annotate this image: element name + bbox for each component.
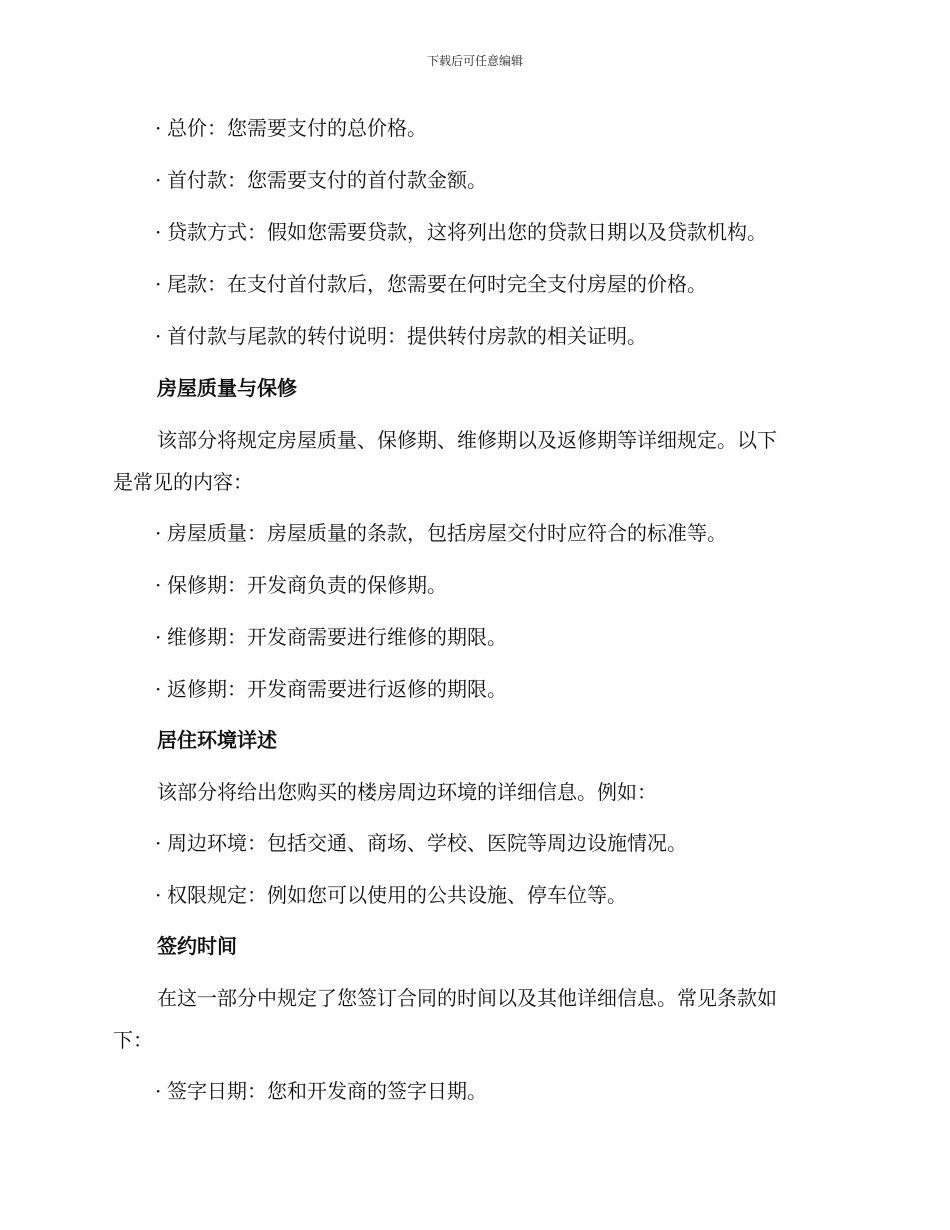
list-item	[155, 322, 647, 350]
bullet-icon: ·	[155, 1079, 162, 1103]
list-item	[155, 881, 627, 909]
paragraph-line: 该部分将规定房屋质量、保修期、维修期以及返修期等详细规定。以下	[157, 428, 777, 452]
list-item	[155, 829, 687, 857]
list-item	[155, 519, 727, 547]
bullet-icon: ·	[155, 168, 162, 192]
list-item	[155, 114, 427, 142]
list-item	[155, 218, 767, 246]
bullet-icon: ·	[155, 220, 162, 244]
bullet-icon: ·	[155, 677, 162, 701]
section-heading-quality: 房屋质量与保修	[157, 376, 297, 400]
list-item-text: 权限规定：例如您可以使用的公共设施、停车位等。	[167, 883, 627, 907]
list-item	[155, 166, 487, 194]
bullet-icon: ·	[155, 625, 162, 649]
list-item-text: 首付款：您需要支付的首付款金额。	[167, 168, 487, 192]
list-item-text: 保修期：开发商负责的保修期。	[167, 573, 447, 597]
list-item	[155, 623, 507, 651]
bullet-icon: ·	[155, 272, 162, 296]
bullet-icon: ·	[155, 521, 162, 545]
list-item-text: 尾款：在支付首付款后，您需要在何时完全支付房屋的价格。	[167, 272, 707, 296]
list-item-text: 维修期：开发商需要进行维修的期限。	[167, 625, 507, 649]
list-item-text: 贷款方式：假如您需要贷款，这将列出您的贷款日期以及贷款机构。	[167, 220, 767, 244]
bullet-icon: ·	[155, 883, 162, 907]
list-item	[155, 270, 707, 298]
paragraph-line: 是常见的内容：	[113, 470, 253, 494]
list-item-text: 周边环境：包括交通、商场、学校、医院等周边设施情况。	[167, 831, 687, 855]
section-heading-signing: 签约时间	[157, 934, 237, 958]
bullet-icon: ·	[155, 831, 162, 855]
list-item	[155, 571, 447, 599]
list-item-text: 签字日期：您和开发商的签字日期。	[167, 1079, 487, 1103]
list-item-text: 房屋质量：房屋质量的条款，包括房屋交付时应符合的标准等。	[167, 521, 727, 545]
list-item	[155, 1077, 487, 1105]
list-item	[155, 675, 507, 703]
bullet-icon: ·	[155, 116, 162, 140]
paragraph-line: 下：	[113, 1028, 153, 1052]
page-header: 下载后可任意编辑	[426, 54, 523, 68]
paragraph-line: 该部分将给出您购买的楼房周边环境的详细信息。例如：	[157, 780, 657, 804]
list-item-text: 首付款与尾款的转付说明：提供转付房款的相关证明。	[167, 324, 647, 348]
bullet-icon: ·	[155, 573, 162, 597]
list-item-text: 总价：您需要支付的总价格。	[167, 116, 427, 140]
paragraph-line: 在这一部分中规定了您签订合同的时间以及其他详细信息。常见条款如	[157, 986, 777, 1010]
bullet-icon: ·	[155, 324, 162, 348]
section-heading-environment: 居住环境详述	[157, 728, 277, 752]
list-item-text: 返修期：开发商需要进行返修的期限。	[167, 677, 507, 701]
